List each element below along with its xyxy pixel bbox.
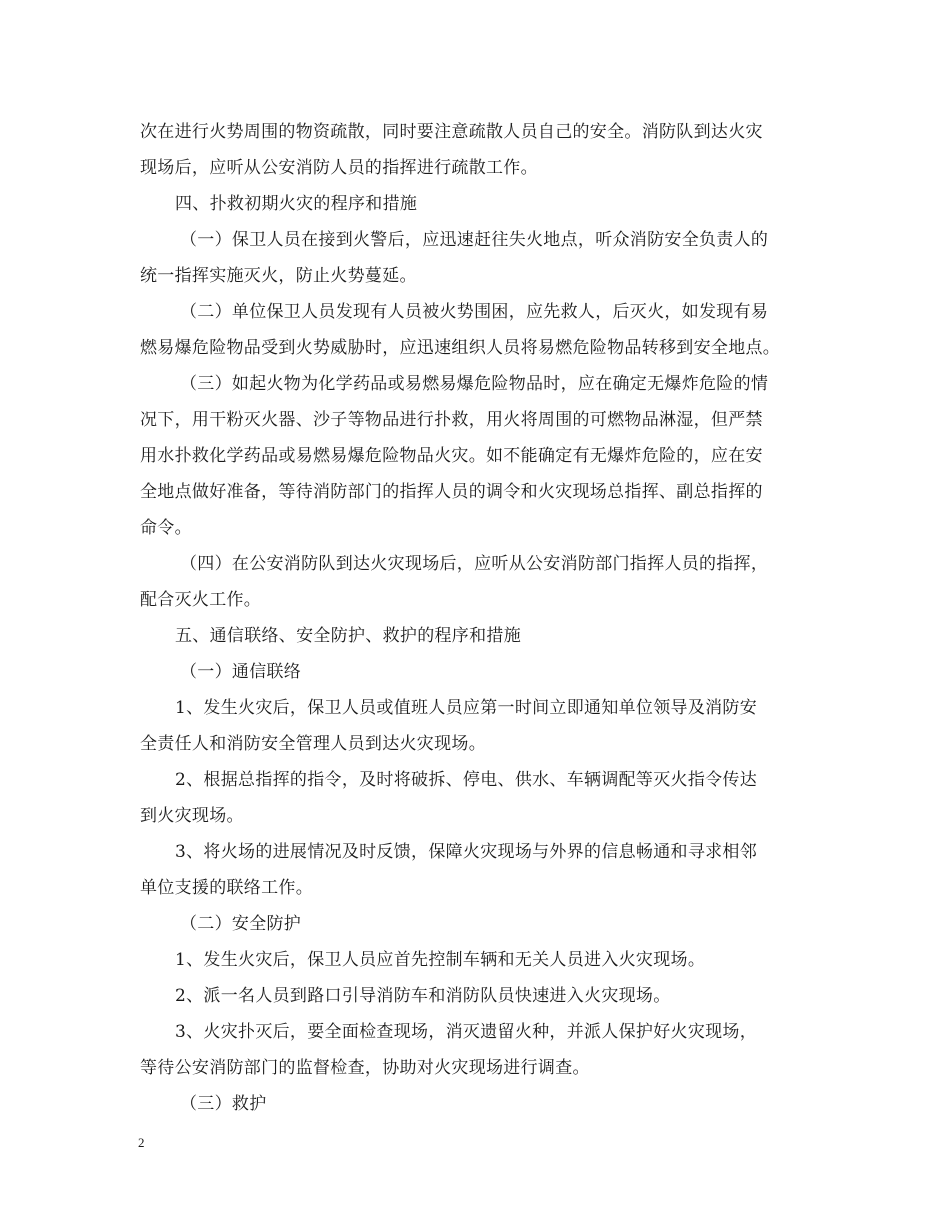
paragraph-line: 命令。 <box>140 518 192 538</box>
paragraph-line: 到火灾现场。 <box>140 806 244 826</box>
paragraph-line: （一）保卫人员在接到火警后，应迅速赶往失火地点，听众消防安全负责人的 <box>180 230 769 250</box>
paragraph-line: 单位支援的联络工作。 <box>140 878 313 898</box>
section-heading: 五、通信联络、安全防护、救护的程序和措施 <box>175 626 521 646</box>
paragraph-line: 统一指挥实施灭火，防止火势蔓延。 <box>140 266 417 286</box>
paragraph-line: 2、根据总指挥的指令，及时将破拆、停电、供水、车辆调配等灭火指令传达 <box>175 770 758 790</box>
paragraph-line: 配合灭火工作。 <box>140 590 262 610</box>
paragraph-line: 全责任人和消防安全管理人员到达火灾现场。 <box>140 734 486 754</box>
paragraph-line: 况下，用干粉灭火器、沙子等物品进行扑救，用火将周围的可燃物品淋湿，但严禁 <box>140 410 763 430</box>
subsection-heading: （二）安全防护 <box>180 914 302 934</box>
section-heading: 四、扑救初期火灾的程序和措施 <box>175 194 418 214</box>
paragraph-line: 现场后，应听从公安消防人员的指挥进行疏散工作。 <box>140 158 538 178</box>
page-number: 2 <box>138 1135 145 1150</box>
paragraph-line: 1、发生火灾后，保卫人员应首先控制车辆和无关人员进入火灾现场。 <box>175 950 706 970</box>
paragraph-line: （三）如起火物为化学药品或易燃易爆危险物品时，应在确定无爆炸危险的情 <box>180 374 769 394</box>
paragraph-line: 次在进行火势周围的物资疏散，同时要注意疏散人员自己的安全。消防队到达火灾 <box>140 122 763 142</box>
paragraph-line: （四）在公安消防队到达火灾现场后，应听从公安消防部门指挥人员的指挥， <box>180 554 769 574</box>
paragraph-line: 3、将火场的进展情况及时反馈，保障火灾现场与外界的信息畅通和寻求相邻 <box>175 842 758 862</box>
paragraph-line: 用水扑救化学药品或易燃易爆危险物品火灾。如不能确定有无爆炸危险的，应在安 <box>140 446 763 466</box>
subsection-heading: （一）通信联络 <box>180 662 302 682</box>
paragraph-line: 燃易爆危险物品受到火势威胁时，应迅速组织人员将易燃危险物品转移到安全地点。 <box>140 338 781 358</box>
paragraph-line: 全地点做好准备，等待消防部门的指挥人员的调令和火灾现场总指挥、副总指挥的 <box>140 482 763 502</box>
paragraph-line: 3、火灾扑灭后，要全面检查现场，消灭遗留火种，并派人保护好火灾现场， <box>175 1022 758 1042</box>
subsection-heading: （三）救护 <box>180 1094 267 1114</box>
paragraph-line: 等待公安消防部门的监督检查，协助对火灾现场进行调查。 <box>140 1058 590 1078</box>
paragraph-line: 1、发生火灾后，保卫人员或值班人员应第一时间立即通知单位领导及消防安 <box>175 698 758 718</box>
paragraph-line: 2、派一名人员到路口引导消防车和消防队员快速进入火灾现场。 <box>175 986 671 1006</box>
paragraph-line: （二）单位保卫人员发现有人员被火势围困，应先救人，后灭火，如发现有易 <box>180 302 769 322</box>
